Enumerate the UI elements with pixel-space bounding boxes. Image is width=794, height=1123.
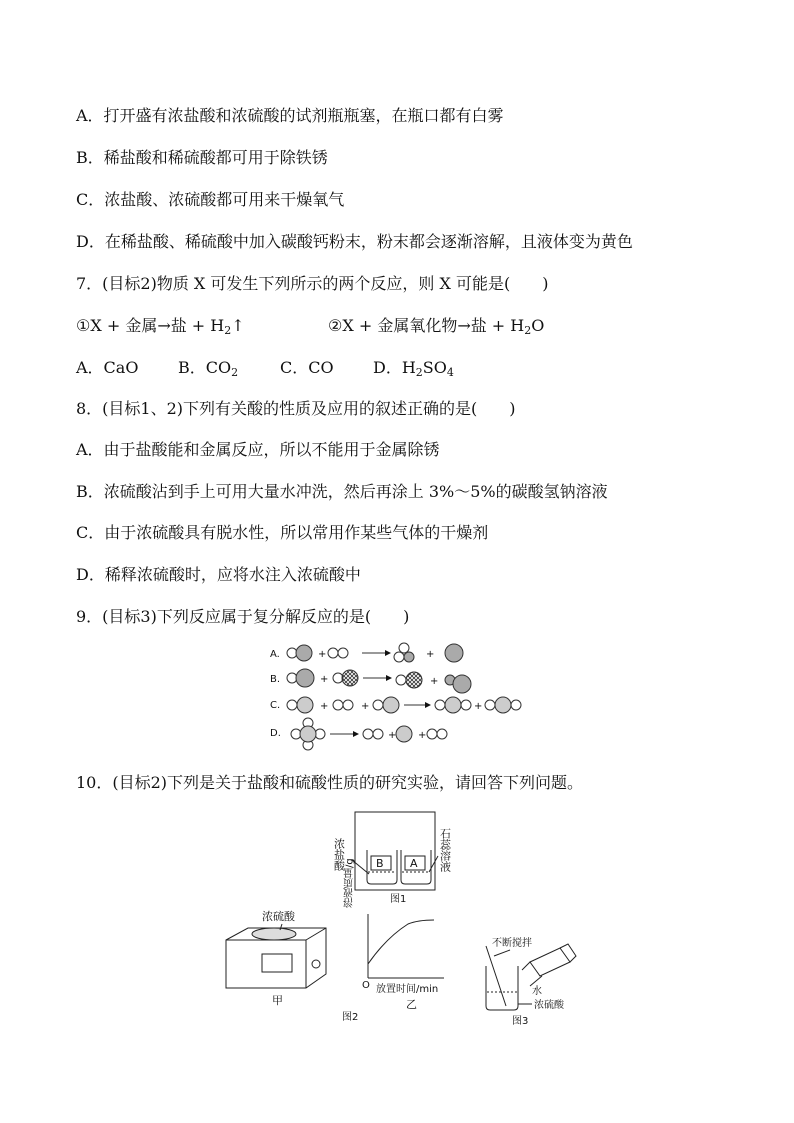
q6-option-a: A．打开盛有浓盐酸和浓硫酸的试剂瓶瓶塞，在瓶口都有白雾 <box>76 106 504 125</box>
beaker-b-label: B <box>376 857 384 870</box>
fig2-ylabel: 溶液质量/g <box>344 858 356 908</box>
fig2-yi: 乙 <box>406 998 417 1011</box>
svg-text:+: + <box>361 701 370 712</box>
q7-reaction-1: ①X + 金属→盐 + $H_2↑$ <box>76 316 245 337</box>
svg-text:+: + <box>320 701 329 712</box>
svg-text:+: + <box>418 730 427 741</box>
fig2-xlabel: 放置时间/min <box>376 984 439 995</box>
q8-option-b: B．浓硫酸沾到手上可用大量水冲洗，然后再涂上 3%～5%的碳酸氢钠溶液 <box>76 482 608 501</box>
fig3-stir-label: 不断搅拌 <box>492 938 532 949</box>
q9-row-a-label: A. <box>270 649 280 660</box>
svg-text:+: + <box>426 649 435 660</box>
fig2-balance-label: 浓硫酸 <box>262 910 295 923</box>
q7-option-b: B．$CO_2$ <box>178 358 239 379</box>
q8-option-a: A．由于盐酸能和金属反应，所以不能用于金属除锈 <box>76 440 440 459</box>
q9-row-d-label: D. <box>270 728 281 739</box>
q6-option-c: C．浓盐酸、浓硫酸都可用来干燥氧气 <box>76 190 345 209</box>
svg-text:+: + <box>474 701 483 712</box>
fig1-caption: 图1 <box>390 894 407 905</box>
fig1-left-label: 浓盐酸 <box>332 838 346 871</box>
q6-option-b: B．稀盐酸和稀硫酸都可用于除铁锈 <box>76 148 328 167</box>
beaker-a-label: A <box>410 857 418 870</box>
q8-option-c: C．由于浓硫酸具有脱水性，所以常用作某些气体的干燥剂 <box>76 523 489 542</box>
q6-option-d: D．在稀盐酸、稀硫酸中加入碳酸钙粉末，粉末都会逐渐溶解，且液体变为黄色 <box>76 232 633 251</box>
svg-text:+: + <box>320 674 329 685</box>
fig3-caption: 图3 <box>512 1016 529 1027</box>
q10-figure-3 <box>480 932 580 1028</box>
q7-stem: 7．(目标2)物质 X 可发生下列所示的两个反应，则 X 可能是( ) <box>76 274 549 293</box>
q7-reaction-2: ②X + 金属氧化物→盐 + $H_2O$ <box>328 316 545 337</box>
fig2-origin: O <box>362 980 370 991</box>
svg-text:+: + <box>388 730 397 741</box>
fig3-acid-label: 浓硫酸 <box>534 1000 564 1011</box>
q7-option-a: A．CaO <box>76 358 139 377</box>
q9-row-c-label: C. <box>270 700 281 711</box>
fig2-caption: 图2 <box>342 1012 359 1023</box>
q8-stem: 8．(目标1、2)下列有关酸的性质及应用的叙述正确的是( ) <box>76 399 516 418</box>
svg-text:+: + <box>318 649 327 660</box>
q7-option-c: C．CO <box>280 358 334 377</box>
q8-option-d: D．稀释浓硫酸时，应将水注入浓硫酸中 <box>76 565 361 584</box>
q7-option-d: D．$H_2SO_4$ <box>373 358 454 379</box>
fig3-water-label: 水 <box>532 986 542 997</box>
fig2-jia: 甲 <box>272 994 283 1007</box>
q9-stem: 9．(目标3)下列反应属于复分解反应的是( ) <box>76 607 410 626</box>
svg-text:+: + <box>430 676 439 687</box>
q9-molecule-diagram <box>268 640 528 750</box>
q9-row-b-label: B. <box>270 674 281 685</box>
fig1-right-label: 石蕊溶液 <box>438 828 452 872</box>
q10-stem: 10．(目标2)下列是关于盐酸和硫酸性质的研究实验，请回答下列问题。 <box>76 773 584 792</box>
